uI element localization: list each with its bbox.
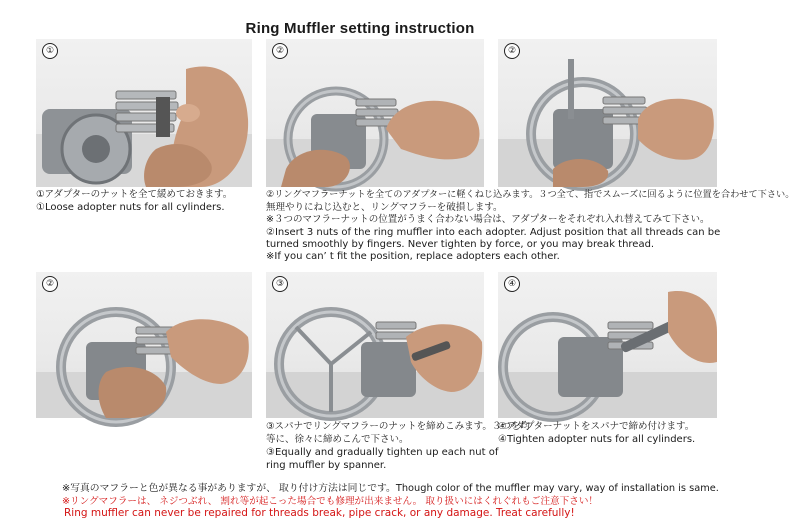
engine-photo-illustration — [36, 39, 252, 187]
step-badge: ② — [42, 276, 58, 292]
step2-caption-en-2: turned smoothly by fingers. Never tighten by force, or you may break thread. — [266, 239, 655, 250]
step1-caption-en: ①Loose adopter nuts for all cylinders. — [36, 202, 225, 213]
step2-caption-en-3: ※If you can’ t fit the position, replace adopters each other. — [266, 251, 560, 262]
step-badge: ③ — [272, 276, 288, 292]
step2-caption-jp-2: 無理やりにねじ込むと、リングマフラーを破損します。 — [266, 202, 503, 213]
step-photo-2c — [36, 272, 252, 418]
step-photo-2a — [266, 39, 484, 187]
step1-caption-jp: ①アダプターのナットを全て緩めておきます。 — [36, 189, 233, 200]
step-photo-2b — [498, 39, 717, 187]
engine-photo-illustration — [498, 272, 717, 418]
step2-caption-jp-3: ※３つのマフラーナットの位置がうまく合わない場合は、アダプターをそれぞれ入れ替えてみて下さい。 — [266, 214, 710, 225]
step-badge: ④ — [504, 276, 520, 292]
step3-caption-en-1: ③Equally and gradually tighten up each nut of — [266, 447, 499, 458]
step-photo-3 — [266, 272, 484, 418]
step4-caption-jp: ④アダプターナットをスパナで締め付けます。 — [498, 421, 695, 432]
step3-caption-jp-1: ③スパナでリングマフラーのナットを締めこみます。３つを均 — [266, 421, 530, 432]
step3-caption-jp-2: 等に、徐々に締めこんで下さい。 — [266, 434, 409, 445]
step4-caption-en: ④Tighten adopter nuts for all cylinders. — [498, 434, 696, 445]
step-badge: ② — [504, 43, 520, 59]
step-badge: ② — [272, 43, 288, 59]
page-title: Ring Muffler setting instruction — [245, 20, 475, 37]
warning-en: Ring muffler can never be repaired for threads break, pipe crack, or any damage. Treat carefully! — [64, 507, 575, 519]
engine-photo-illustration — [266, 272, 484, 418]
warning-jp: ※リングマフラーは、 ネジつぶれ、 割れ等が起こった場合でも修理が出来ません。 取り扱いにはくれぐれもご注意下さい！ — [62, 496, 599, 507]
step-badge: ① — [42, 43, 58, 59]
engine-photo-illustration — [36, 272, 252, 418]
step2-caption-en-1: ②Insert 3 nuts of the ring muffler into each adopter. Adjust position that all threads can be — [266, 227, 721, 238]
color-note: ※写真のマフラーと色が異なる事がありますが、 取り付け方法は同じです。Though color of the muffler may vary, way of installation is same. — [62, 483, 719, 494]
step-photo-4 — [498, 272, 717, 418]
step3-caption-en-2: ring muffler by spanner. — [266, 460, 387, 471]
engine-photo-illustration — [266, 39, 484, 187]
step-photo-1 — [36, 39, 252, 187]
engine-photo-illustration — [498, 39, 717, 187]
step2-caption-jp-1: ②リングマフラーナットを全てのアダプターに軽くねじ込みます。３つ全て、指でスムーズに回るように位置を合わせて下さい。 — [266, 189, 794, 200]
